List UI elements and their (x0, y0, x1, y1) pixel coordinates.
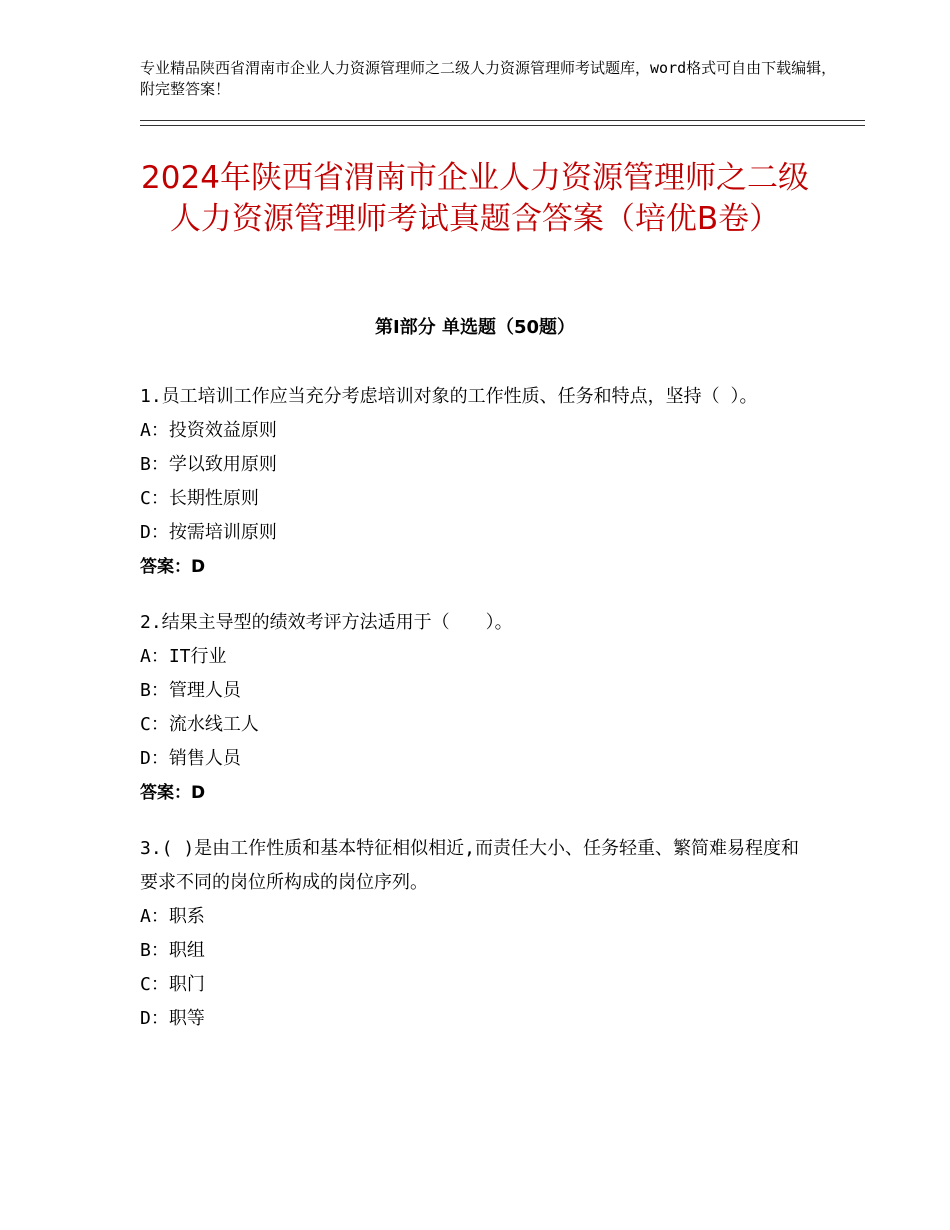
question-stem: 3.( )是由工作性质和基本特征相似相近,而责任大小、任务轻重、繁简难易程度和要求不同的岗位所构成的岗位序列。 (140, 838, 800, 893)
option-b: B：学以致用原则 (140, 454, 277, 475)
question-stem: 2.结果主导型的绩效考评方法适用于（ ）。 (140, 612, 513, 633)
question-item (140, 380, 810, 584)
option-a: A：投资效益原则 (140, 420, 277, 441)
question-list (140, 380, 810, 1058)
option-c: C：长期性原则 (140, 488, 259, 509)
option-d: D：销售人员 (140, 748, 241, 769)
section-title: 第Ⅰ部分 单选题（50题） (374, 317, 575, 338)
header-divider (140, 120, 865, 126)
option-d: D：职等 (140, 1008, 205, 1029)
option-a: A：职系 (140, 906, 205, 927)
answer-label: 答案：D (140, 783, 206, 803)
question-stem: 1.员工培训工作应当充分考虑培训对象的工作性质、任务和特点，坚持（ ）。 (140, 386, 758, 407)
question-item (140, 832, 810, 1036)
option-b: B：管理人员 (140, 680, 241, 701)
option-c: C：职门 (140, 974, 205, 995)
option-c: C：流水线工人 (140, 714, 259, 735)
header-note: 专业精品陕西省渭南市企业人力资源管理师之二级人力资源管理师考试题库，word格式可自由下载编辑，附完整答案！ (140, 59, 837, 98)
question-item (140, 606, 810, 810)
answer-label: 答案：D (140, 557, 206, 577)
option-a: A：IT行业 (140, 646, 227, 667)
document-title: 2024年陕西省渭南市企业人力资源管理师之二级人力资源管理师考试真题含答案（培优B卷） (141, 160, 809, 237)
option-b: B：职组 (140, 940, 205, 961)
option-d: D：按需培训原则 (140, 522, 277, 543)
